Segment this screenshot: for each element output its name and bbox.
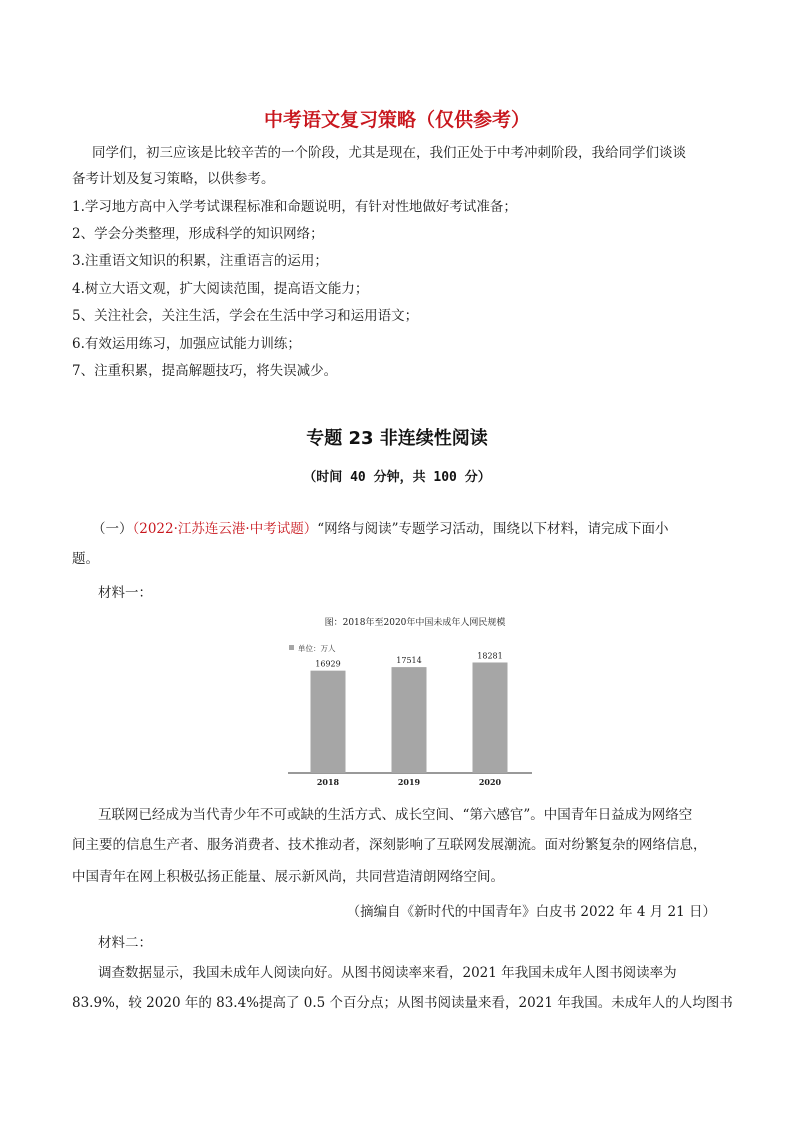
strategy-title: 中考语文复习策略（仅供参考） <box>263 109 530 131</box>
question-prefix: （一） <box>92 521 133 537</box>
bar-2020 <box>473 662 508 773</box>
question-line-2: 题。 <box>72 551 99 567</box>
bar-2019 <box>392 667 427 773</box>
data-label-2020: 18281 <box>477 651 503 661</box>
material2-label: 材料二： <box>98 935 152 951</box>
material1-para-line-1: 互联网已经成为当代青少年不可或缺的生活方式、成长空间、“第六感官”。中国青年日益成为网络空 <box>98 807 693 823</box>
question-text: “网络与阅读”专题学习活动，围绕以下材料，请完成下面小 <box>317 521 669 537</box>
strategy-item-1: 1.学习地方高中入学考试课程标准和命题说明，有针对性地做好考试准备； <box>72 199 517 215</box>
bar-2018 <box>311 671 346 773</box>
material1-source: （摘编自《新时代的中国青年》白皮书 2022 年 4 月 21 日） <box>346 904 716 920</box>
tick-label-2019: 2019 <box>397 777 421 787</box>
strategy-item-5: 5、关注社会，关注生活，学会在生活中学习和运用语文； <box>72 308 419 324</box>
material2-para-line-1: 调查数据显示，我国未成年人阅读向好。从图书阅读率来看，2021 年我国未成年人图书阅读率为 <box>98 965 677 981</box>
question-line-1 <box>92 516 669 542</box>
intro-line-1: 同学们，初三应该是比较辛苦的一个阶段，尤其是现在，我们正处于中考冲刺阶段，我给同学们谈谈 <box>92 145 686 161</box>
topic-title: 专题 23 非连续性阅读 <box>306 428 488 449</box>
data-label-2018: 16929 <box>315 659 341 669</box>
strategy-item-4: 4.树立大语文观，扩大阅读范围，提高语文能力； <box>72 281 369 297</box>
strategy-item-3: 3.注重语文知识的积累，注重语言的运用； <box>72 253 328 269</box>
strategy-item-7: 7、注重积累，提高解题技巧，将失误减少。 <box>72 363 338 379</box>
tick-label-2020: 2020 <box>478 777 502 787</box>
tick-label-2018: 2018 <box>316 777 340 787</box>
chart-title: 图：2018年至2020年中国未成年人网民规模 <box>324 618 506 628</box>
legend-swatch <box>289 645 294 650</box>
material1-para-line-3: 中国青年在网上积极弘扬正能量、展示新风尚，共同营造清朗网络空间。 <box>72 869 504 885</box>
question-source: （2022·江苏连云港·中考试题） <box>132 521 318 537</box>
intro-line-2: 备考计划及复习策略，以供参考。 <box>72 171 275 187</box>
material2-para-line-2: 83.9%，较 2020 年的 83.4%提高了 0.5 个百分点；从图书阅读量来看，2021 年我国。未成年人的人均图书 <box>72 995 733 1011</box>
netizen-bar-chart <box>285 610 545 795</box>
strategy-item-6: 6.有效运用练习，加强应试能力训练； <box>72 336 301 352</box>
time-note: （时间 40 分钟，共 100 分） <box>303 470 491 485</box>
material1-para-line-2: 间主要的信息生产者、服务消费者、技术推动者，深刻影响了互联网发展潮流。面对纷繁复杂的网络信息， <box>72 837 707 853</box>
strategy-item-2: 2、学会分类整理，形成科学的知识网络； <box>72 226 324 242</box>
legend-label: 单位：万人 <box>298 644 336 653</box>
material1-label: 材料一： <box>98 585 152 601</box>
data-label-2019: 17514 <box>396 656 422 666</box>
